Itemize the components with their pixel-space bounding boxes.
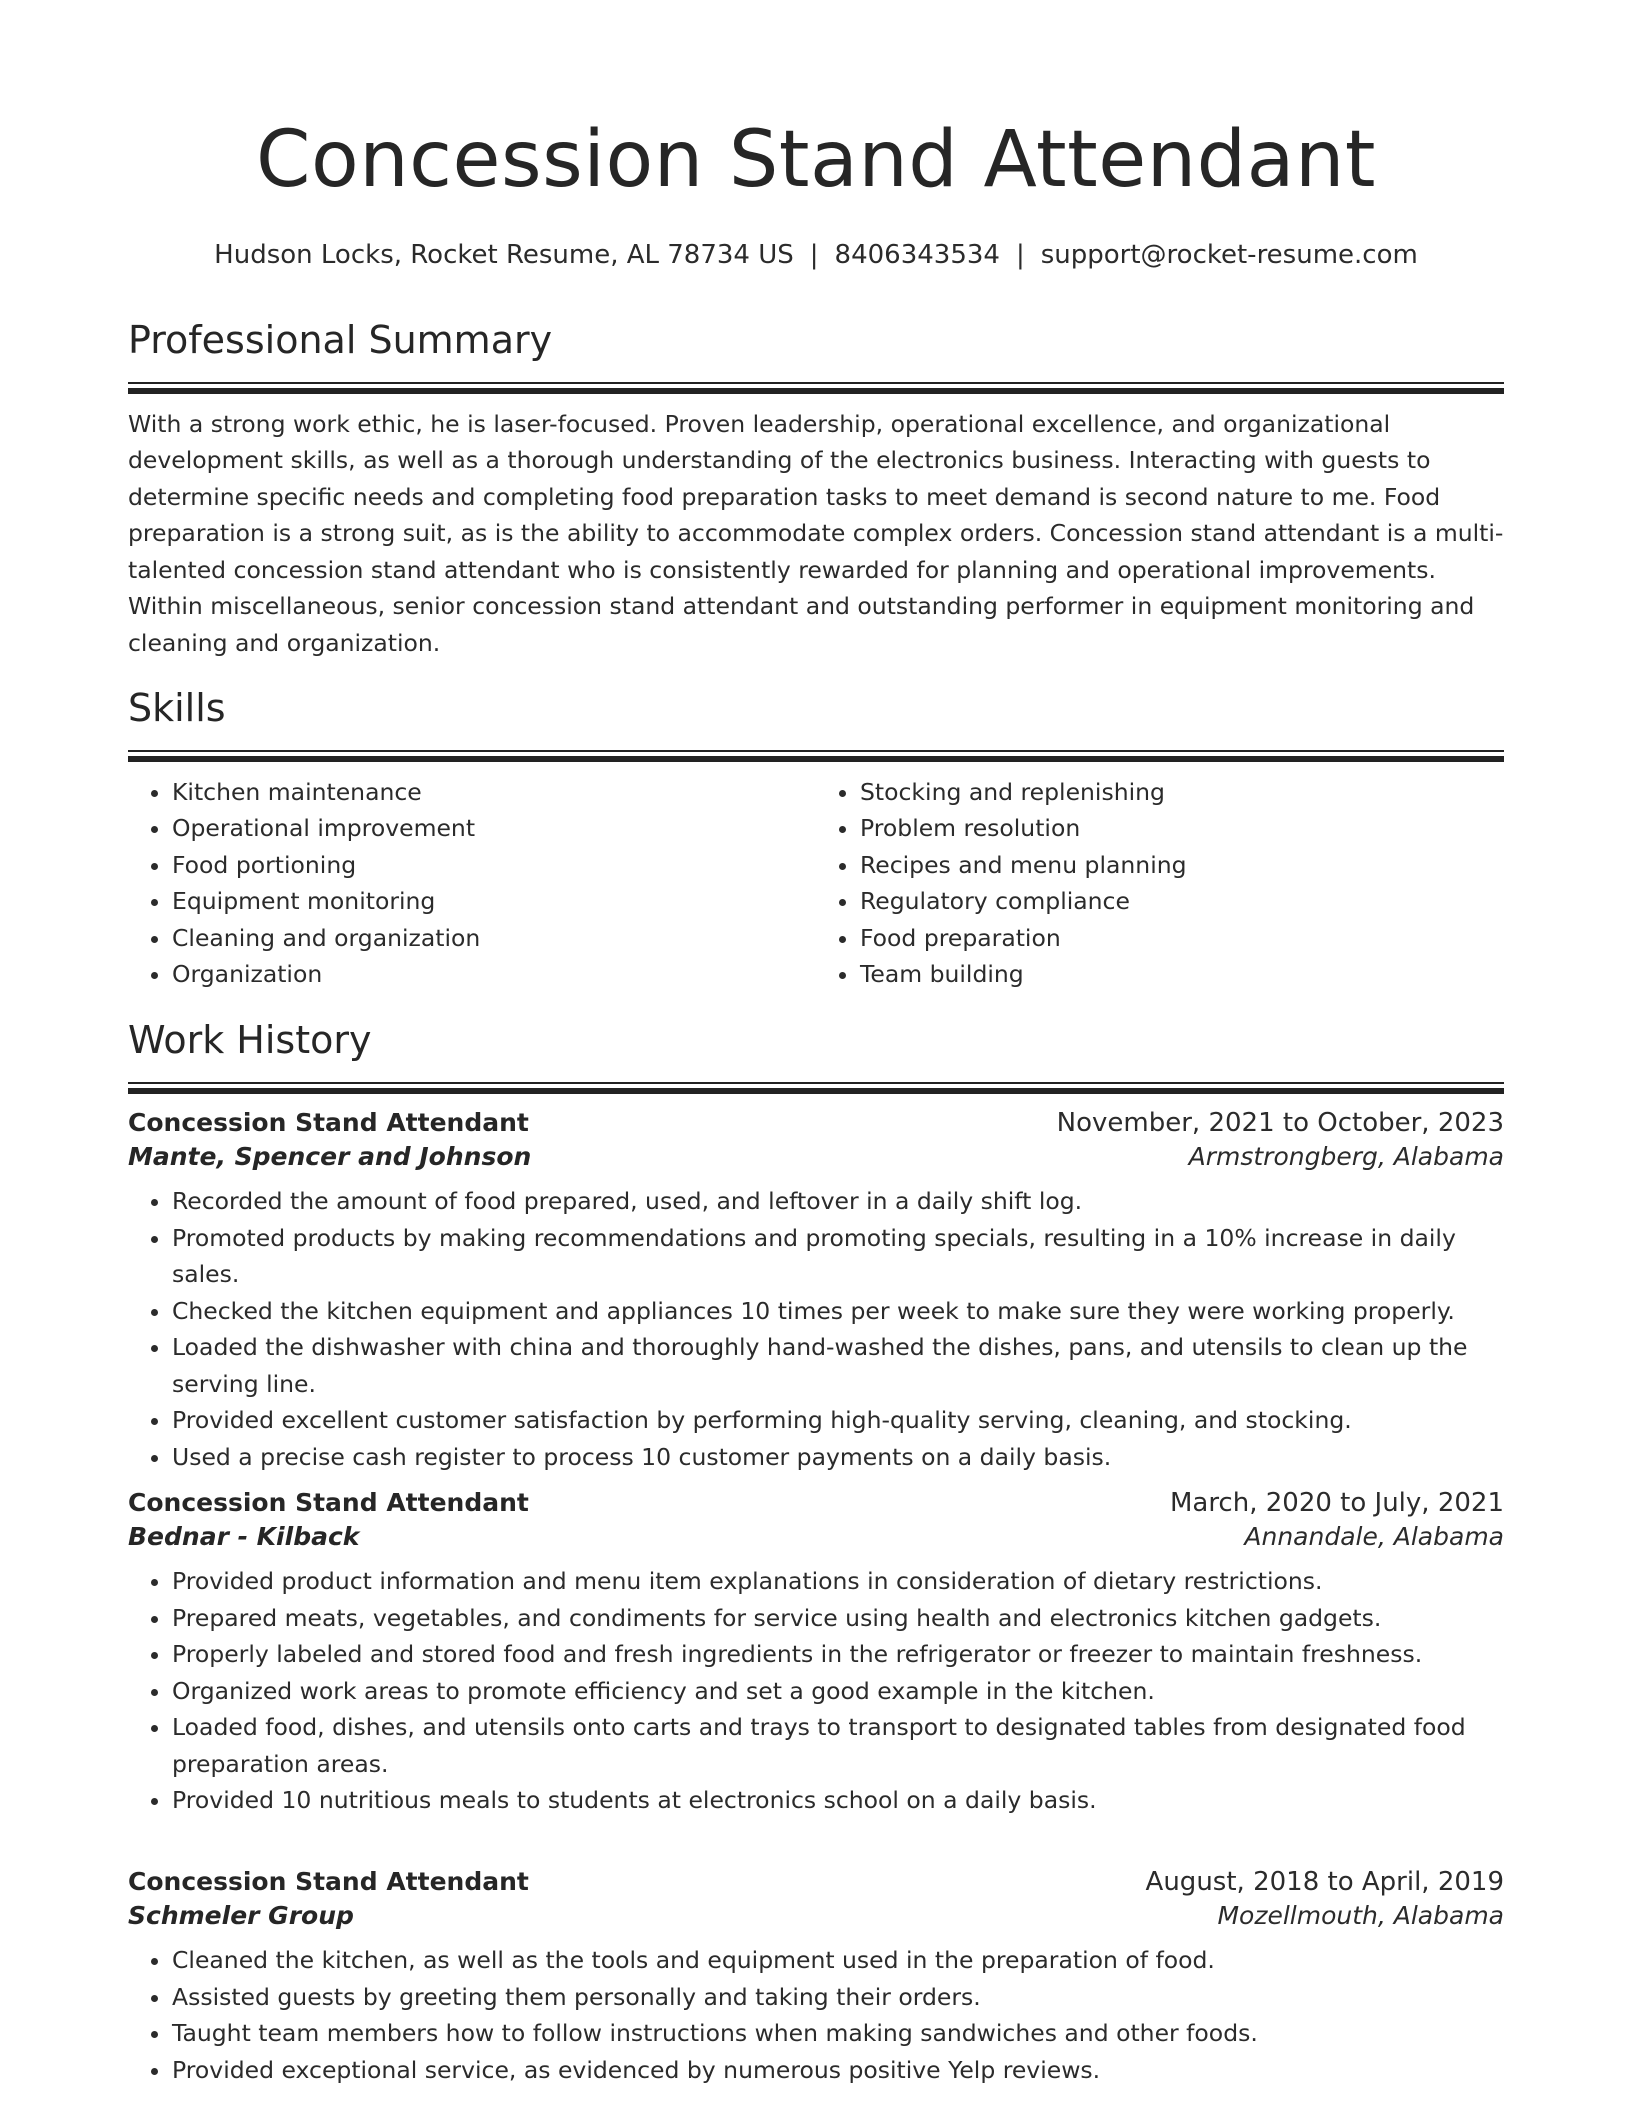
work-history-heading: Work History [128,1018,372,1062]
skill-item: • Food preparation [860,920,1504,957]
skills-list-right [816,774,1504,993]
job-duty: • Assisted guests by greeting them personally and taking their orders. [172,1979,1504,2016]
job-duties-list [128,1183,1504,1475]
job-duty: • Recorded the amount of food prepared, used, and leftover in a daily shift log. [172,1183,1504,1220]
job-company-row [128,1901,1504,1930]
job-duty: • Properly labeled and stored food and fresh ingredients in the refrigerator or freezer to maintain freshness. [172,1636,1504,1673]
skill-item: • Kitchen maintenance [172,774,816,811]
job-duty: • Cleaned the kitchen, as well as the tools and equipment used in the preparation of food. [172,1942,1504,1979]
job-title: Concession Stand Attendant [128,1488,529,1517]
job-duty: • Used a precise cash register to process 10 customer payments on a daily basis. [172,1439,1504,1476]
job-duty: • Checked the kitchen equipment and appliances 10 times per week to make sure they were working properly. [172,1293,1504,1330]
skill-item: • Team building [860,956,1504,993]
job-entry [128,1108,1504,1475]
summary-heading: Professional Summary [128,318,553,362]
job-duty: • Provided 10 nutritious meals to students at electronics school on a daily basis. [172,1782,1504,1819]
section-divider [128,750,1504,762]
job-header-row [128,1488,1504,1518]
skills-columns [128,774,1504,993]
skills-section [128,686,1504,993]
job-duty: • Provided product information and menu item explanations in consideration of dietary restrictions. [172,1563,1504,1600]
job-duty: • Loaded food, dishes, and utensils onto carts and trays to transport to designated tables from designated food preparation areas. [172,1709,1504,1782]
job-duties-list [128,1563,1504,1819]
job-entry [128,1867,1504,2088]
skill-item: • Operational improvement [172,810,816,847]
skill-item: • Recipes and menu planning [860,847,1504,884]
job-company-row [128,1522,1504,1551]
job-duty: • Loaded the dishwasher with china and thoroughly hand-washed the dishes, pans, and utensils to clean up the serving line. [172,1329,1504,1402]
job-company: Mante, Spencer and Johnson [128,1142,532,1171]
job-duty: • Organized work areas to promote efficiency and set a good example in the kitchen. [172,1673,1504,1710]
contact-phone: 8406343534 [834,240,1000,270]
job-company: Bednar - Kilback [128,1522,360,1551]
contact-line [128,240,1504,270]
job-duties-list [128,1942,1504,2088]
job-duty: • Prepared meats, vegetables, and condiments for service using health and electronics kitchen gadgets. [172,1600,1504,1637]
skill-item: • Organization [172,956,816,993]
summary-section [128,318,1504,661]
job-company-row [128,1142,1504,1171]
skill-item: • Problem resolution [860,810,1504,847]
section-divider [128,382,1504,394]
contact-separator: | [809,240,819,270]
job-duty: • Promoted products by making recommendations and promoting specials, resulting in a 10% increase in daily sales. [172,1220,1504,1293]
skill-item: • Stocking and replenishing [860,774,1504,811]
skills-list-left [128,774,816,993]
summary-text: With a strong work ethic, he is laser-focused. Proven leadership, operational excellence, and organizational development skills, as well as a thorough understanding of the electronics business. Interacting with guests to determine specific needs and completing food preparation tasks to meet demand is second nature to me. Food preparation is a strong suit, as is the ability to accommodate complex orders. Concession stand attendant is a multi-talented concession stand attendant who is consistently rewarded for planning and operational improvements. Within miscellaneous, senior concession stand attendant and outstanding performer in equipment monitoring and cleaning and organization. [128,409,1504,657]
work-history-section [128,1018,1504,1094]
skill-item: • Regulatory compliance [860,883,1504,920]
resume-title: Concession Stand Attendant [256,115,1376,205]
job-entry [128,1488,1504,1819]
job-location: Mozellmouth, Alabama [1217,1901,1504,1930]
job-header-row [128,1108,1504,1138]
job-company: Schmeler Group [128,1901,354,1930]
contact-separator: | [1015,240,1025,270]
job-location: Annandale, Alabama [1244,1522,1504,1551]
job-duty: • Provided exceptional service, as evidenced by numerous positive Yelp reviews. [172,2052,1504,2089]
job-duty: • Taught team members how to follow instructions when making sandwiches and other foods. [172,2015,1504,2052]
skill-item: • Equipment monitoring [172,883,816,920]
job-location: Armstrongberg, Alabama [1188,1142,1504,1171]
job-dates: November, 2021 to October, 2023 [1056,1108,1504,1138]
contact-address: Hudson Locks, Rocket Resume, AL 78734 US [214,240,794,270]
section-divider [128,1082,1504,1094]
job-title: Concession Stand Attendant [128,1108,529,1137]
job-dates: August, 2018 to April, 2019 [1145,1867,1504,1897]
job-dates: March, 2020 to July, 2021 [1169,1488,1504,1518]
job-header-row [128,1867,1504,1897]
skill-item: • Cleaning and organization [172,920,816,957]
job-title: Concession Stand Attendant [128,1867,529,1896]
skills-heading: Skills [128,686,226,730]
job-duty: • Provided excellent customer satisfaction by performing high-quality serving, cleaning, and stocking. [172,1402,1504,1439]
contact-email: support@rocket-resume.com [1040,240,1418,270]
skill-item: • Food portioning [172,847,816,884]
